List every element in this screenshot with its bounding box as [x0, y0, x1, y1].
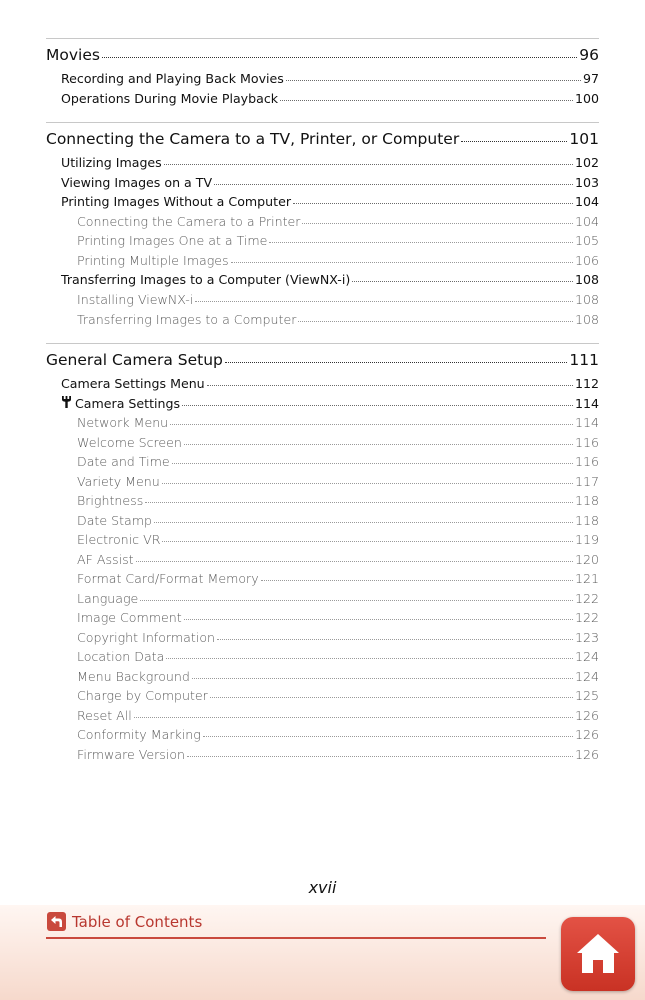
toc-entry-page-number: 104: [574, 194, 599, 210]
toc-entry[interactable]: [46, 69, 599, 89]
toc-entry[interactable]: [46, 589, 599, 609]
toc-entry-label: [77, 667, 190, 687]
toc-entry[interactable]: [46, 745, 599, 765]
toc-entry-label: [77, 628, 215, 648]
back-arrow-icon: [47, 912, 66, 931]
toc-entry-page-number: 103: [574, 174, 599, 190]
toc-entry[interactable]: [46, 569, 599, 589]
toc-entry-label: [77, 511, 152, 531]
toc-entry-text: Date Stamp: [77, 512, 153, 528]
dot-leader: [154, 510, 573, 522]
toc-entry-label: [77, 550, 134, 570]
toc-entry-page-number: 114: [574, 415, 599, 431]
toc-entry-page-number: 101: [569, 130, 599, 149]
dot-leader: [145, 491, 573, 503]
toc-entry[interactable]: [46, 628, 599, 648]
toc-entry-page-number: 122: [574, 610, 599, 626]
toc-entry[interactable]: [46, 452, 599, 472]
toc-entry-label: [77, 290, 193, 310]
toc-entry-label: [77, 310, 296, 330]
dot-leader: [225, 348, 568, 363]
toc-entry-text: Camera Settings: [75, 395, 181, 411]
toc-entry-label: [46, 346, 223, 374]
toc-entry-label: [77, 472, 160, 492]
toc-entry[interactable]: [46, 725, 599, 745]
toc-entry-page-number: 122: [574, 590, 599, 606]
toc-entry-label: [77, 251, 229, 271]
toc-entry-label: [61, 153, 162, 173]
toc-entry[interactable]: [46, 472, 599, 492]
dot-leader: [214, 172, 573, 184]
toc-entry[interactable]: [46, 346, 599, 374]
toc-entry[interactable]: [46, 212, 599, 232]
toc-entry-text: Transferring Images to a Computer: [77, 311, 297, 327]
dot-leader: [192, 666, 573, 678]
dot-leader: [203, 725, 573, 737]
dot-leader: [187, 744, 573, 756]
toc-entry-label: [77, 530, 160, 550]
toc-entry[interactable]: [46, 41, 599, 69]
toc-entry-label: [61, 394, 180, 414]
toc-entry-label: [46, 125, 459, 153]
dot-leader: [164, 153, 573, 165]
toc-entry-page-number: 108: [574, 311, 599, 327]
toc-entry[interactable]: [46, 608, 599, 628]
toc-entry-text: General Camera Setup: [46, 351, 223, 370]
dot-leader: [136, 549, 573, 561]
toc-entry-label: [77, 212, 300, 232]
toc-entry-text: Language: [77, 590, 139, 606]
table-of-contents: [46, 38, 599, 764]
toc-entry-label: [77, 413, 168, 433]
dot-leader: [162, 530, 573, 542]
dot-leader: [184, 432, 573, 444]
toc-entry-page-number: 120: [574, 551, 599, 567]
dot-leader: [207, 374, 573, 386]
dot-leader: [184, 608, 573, 620]
toc-entry-text: Welcome Screen: [77, 434, 182, 450]
dot-leader: [293, 192, 573, 204]
toc-entry[interactable]: [46, 270, 599, 290]
toc-entry-page-number: 124: [574, 668, 599, 684]
toc-entry-page-number: 106: [574, 252, 599, 268]
toc-entry-page-number: 104: [574, 213, 599, 229]
toc-entry[interactable]: [46, 374, 599, 394]
toc-entry-label: [77, 608, 182, 628]
toc-entry[interactable]: [46, 310, 599, 330]
toc-entry-text: Transferring Images to a Computer (ViewNX-i): [61, 272, 351, 288]
dot-leader: [352, 270, 573, 282]
toc-entry-label: [46, 41, 100, 69]
home-icon: [573, 929, 623, 979]
dot-leader: [195, 290, 573, 302]
toc-entry-page-number: 119: [574, 532, 599, 548]
toc-entry-page-number: 124: [574, 649, 599, 665]
home-button[interactable]: [561, 917, 635, 991]
toc-entry-text: Viewing Images on a TV: [61, 174, 213, 190]
toc-entry[interactable]: [46, 251, 599, 271]
toc-entry-text: Firmware Version: [77, 746, 186, 762]
toc-entry[interactable]: [46, 491, 599, 511]
table-of-contents-link-label: Table of Contents: [72, 912, 203, 931]
toc-entry-text: Menu Background: [77, 668, 190, 684]
dot-leader: [302, 212, 572, 224]
toc-entry-label: [77, 589, 138, 609]
toc-section-connecting: [46, 122, 599, 329]
dot-leader: [162, 471, 573, 483]
table-of-contents-link[interactable]: [47, 912, 202, 931]
dot-leader: [231, 251, 573, 263]
toc-entry-text: AF Assist: [77, 551, 134, 567]
toc-entry-text: Copyright Information: [77, 629, 216, 645]
dot-leader: [269, 231, 573, 243]
toc-entry-label: [77, 686, 208, 706]
toc-section-movies: [46, 38, 599, 108]
page-number: xvii: [308, 878, 337, 897]
toc-entry-page-number: 111: [569, 351, 599, 370]
toc-entry-label: [61, 173, 212, 193]
toc-entry[interactable]: [46, 667, 599, 687]
dot-leader: [102, 43, 577, 58]
toc-entry-label: [77, 647, 164, 667]
toc-entry[interactable]: [46, 153, 599, 173]
toc-entry-text: Date and Time: [77, 454, 170, 470]
toc-entry-page-number: 123: [574, 629, 599, 645]
toc-entry[interactable]: [46, 550, 599, 570]
toc-entry[interactable]: [46, 686, 599, 706]
toc-entry-page-number: 117: [574, 473, 599, 489]
dot-leader: [261, 569, 573, 581]
dot-leader: [166, 647, 573, 659]
toc-entry[interactable]: [46, 706, 599, 726]
wrench-icon: [61, 394, 72, 414]
toc-entry-text: Format Card/Format Memory: [77, 571, 259, 587]
toc-entry-label: [77, 569, 259, 589]
toc-entry[interactable]: [46, 647, 599, 667]
toc-entry-page-number: 125: [574, 688, 599, 704]
dot-leader: [461, 127, 567, 142]
toc-entry-text: Recording and Playing Back Movies: [61, 71, 284, 86]
toc-entry-page-number: 96: [579, 46, 599, 64]
dot-leader: [170, 413, 573, 425]
toc-entry-page-number: 108: [574, 272, 599, 288]
dot-leader: [298, 309, 573, 321]
toc-entry-text: Location Data: [77, 649, 165, 665]
dot-leader: [172, 452, 573, 464]
toc-entry-page-number: 116: [574, 434, 599, 450]
toc-entry-label: [77, 452, 170, 472]
toc-entry[interactable]: [46, 530, 599, 550]
toc-entry-text: Printing Images Without a Computer: [61, 194, 292, 210]
dot-leader: [182, 393, 573, 405]
toc-entry-text: Printing Images One at a Time: [77, 233, 268, 249]
toc-entry-text: Conformity Marking: [77, 727, 201, 743]
toc-entry-text: Installing ViewNX-i: [77, 292, 194, 308]
toc-entry-text: Reset All: [77, 707, 132, 723]
toc-entry[interactable]: [46, 125, 599, 153]
dot-leader: [217, 627, 573, 639]
toc-entry-label: [61, 374, 205, 394]
toc-entry-page-number: 118: [574, 512, 599, 528]
toc-entry-text: Movies: [46, 46, 100, 64]
toc-entry-page-number: 118: [574, 493, 599, 509]
toc-entry[interactable]: [46, 433, 599, 453]
toc-entry-page-number: 121: [574, 571, 599, 587]
toc-entry[interactable]: [46, 394, 599, 414]
toc-entry[interactable]: [46, 173, 599, 193]
toc-entry-page-number: 108: [574, 292, 599, 308]
toc-section-setup: [46, 343, 599, 764]
toc-entry-page-number: 100: [574, 90, 599, 106]
toc-entry-text: Image Comment: [77, 610, 182, 626]
toc-entry-text: Electronic VR: [77, 532, 161, 548]
toc-entry-text: Utilizing Images: [61, 155, 162, 171]
toc-entry-page-number: 126: [574, 746, 599, 762]
toc-entry-page-number: 105: [574, 233, 599, 249]
toc-entry-label: [61, 192, 291, 212]
toc-entry[interactable]: [46, 192, 599, 212]
dot-leader: [140, 588, 573, 600]
dot-leader: [286, 69, 581, 81]
toc-entry-page-number: 102: [574, 155, 599, 171]
footer-divider: [46, 937, 546, 939]
dot-leader: [134, 705, 573, 717]
toc-entry-page-number: 112: [574, 376, 599, 392]
toc-entry[interactable]: [46, 511, 599, 531]
toc-entry-text: Network Menu: [77, 415, 169, 431]
toc-entry-page-number: 116: [574, 454, 599, 470]
toc-entry-page-number: 126: [574, 727, 599, 743]
toc-entry-text: Camera Settings Menu: [61, 376, 205, 392]
toc-entry[interactable]: [46, 413, 599, 433]
toc-entry-label: [77, 725, 201, 745]
toc-entry-label: [77, 491, 143, 511]
toc-entry-text: Charge by Computer: [77, 688, 208, 704]
toc-entry-label: [61, 69, 284, 89]
toc-entry-text: Brightness: [77, 493, 144, 509]
toc-entry-label: [77, 231, 267, 251]
toc-entry-text: Printing Multiple Images: [77, 252, 229, 268]
toc-entry-text: Connecting the Camera to a TV, Printer, or Computer: [46, 130, 460, 149]
toc-entry-text: Operations During Movie Playback: [61, 90, 279, 106]
toc-entry-page-number: 114: [574, 395, 599, 411]
toc-entry-label: [77, 706, 132, 726]
toc-entry[interactable]: [46, 290, 599, 310]
dot-leader: [210, 686, 573, 698]
dot-leader: [280, 88, 573, 100]
toc-entry[interactable]: [46, 89, 599, 109]
toc-entry[interactable]: [46, 231, 599, 251]
toc-entry-label: [77, 745, 185, 765]
toc-entry-text: Variety Menu: [77, 473, 160, 489]
toc-entry-text: Connecting the Camera to a Printer: [77, 213, 301, 229]
toc-entry-page-number: 97: [582, 71, 599, 86]
toc-entry-label: [61, 270, 350, 290]
toc-entry-label: [77, 433, 182, 453]
toc-entry-page-number: 126: [574, 707, 599, 723]
toc-entry-label: [61, 89, 278, 109]
